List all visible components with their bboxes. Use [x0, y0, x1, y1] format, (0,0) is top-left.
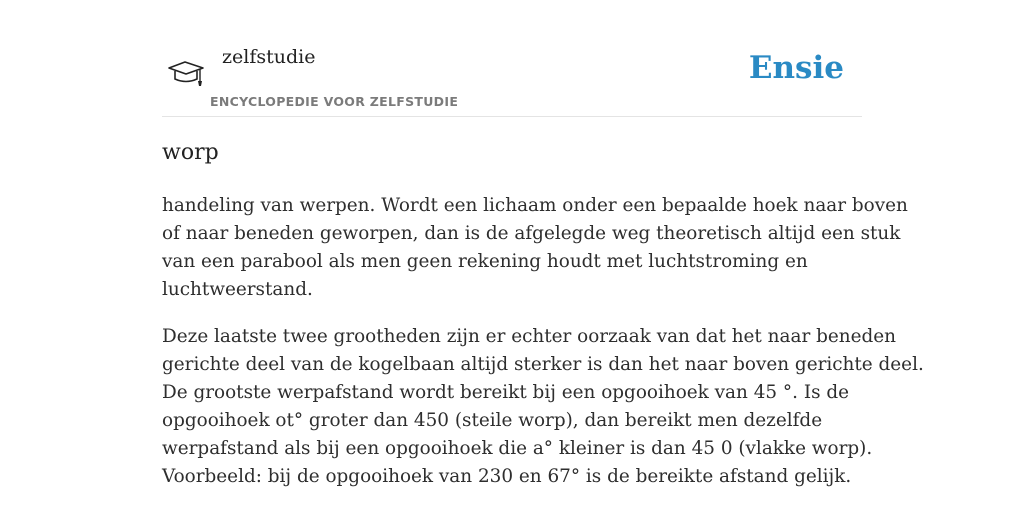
text-line: gerichte deel van de kogelbaan altijd sterker is dan het naar boven gerichte deel.	[162, 354, 924, 375]
article-title: worp	[162, 140, 219, 165]
site-name-link[interactable]: zelfstudie	[222, 46, 316, 68]
text-line: werpafstand als bij een opgooihoek die a° kleiner is dan 45 0 (vlakke worp).	[162, 438, 873, 459]
article-paragraph	[162, 192, 908, 304]
site-header	[162, 0, 862, 117]
text-line: handeling van werpen. Wordt een lichaam onder een bepaalde hoek naar boven	[162, 195, 908, 216]
text-line: of naar beneden geworpen, dan is de afgelegde weg theoretisch altijd een stuk	[162, 223, 901, 244]
text-line: luchtweerstand.	[162, 279, 313, 300]
ensie-brand-link[interactable]: Ensie	[748, 50, 844, 86]
article-paragraph	[162, 323, 924, 491]
site-tagline: ENCYCLOPEDIE VOOR ZELFSTUDIE	[210, 94, 459, 109]
graduation-cap-icon[interactable]	[166, 56, 206, 90]
article-body	[162, 192, 924, 510]
text-line: De grootste werpafstand wordt bereikt bij een opgooihoek van 45 °. Is de	[162, 382, 850, 403]
text-line: Voorbeeld: bij de opgooihoek van 230 en 67° is de bereikte afstand gelijk.	[162, 466, 852, 487]
text-line: opgooihoek ot° groter dan 450 (steile worp), dan bereikt men dezelfde	[162, 410, 823, 431]
text-line: van een parabool als men geen rekening houdt met luchtstroming en	[162, 251, 808, 272]
page-container	[162, 0, 924, 487]
text-line: Deze laatste twee grootheden zijn er echter oorzaak van dat het naar beneden	[162, 326, 896, 347]
